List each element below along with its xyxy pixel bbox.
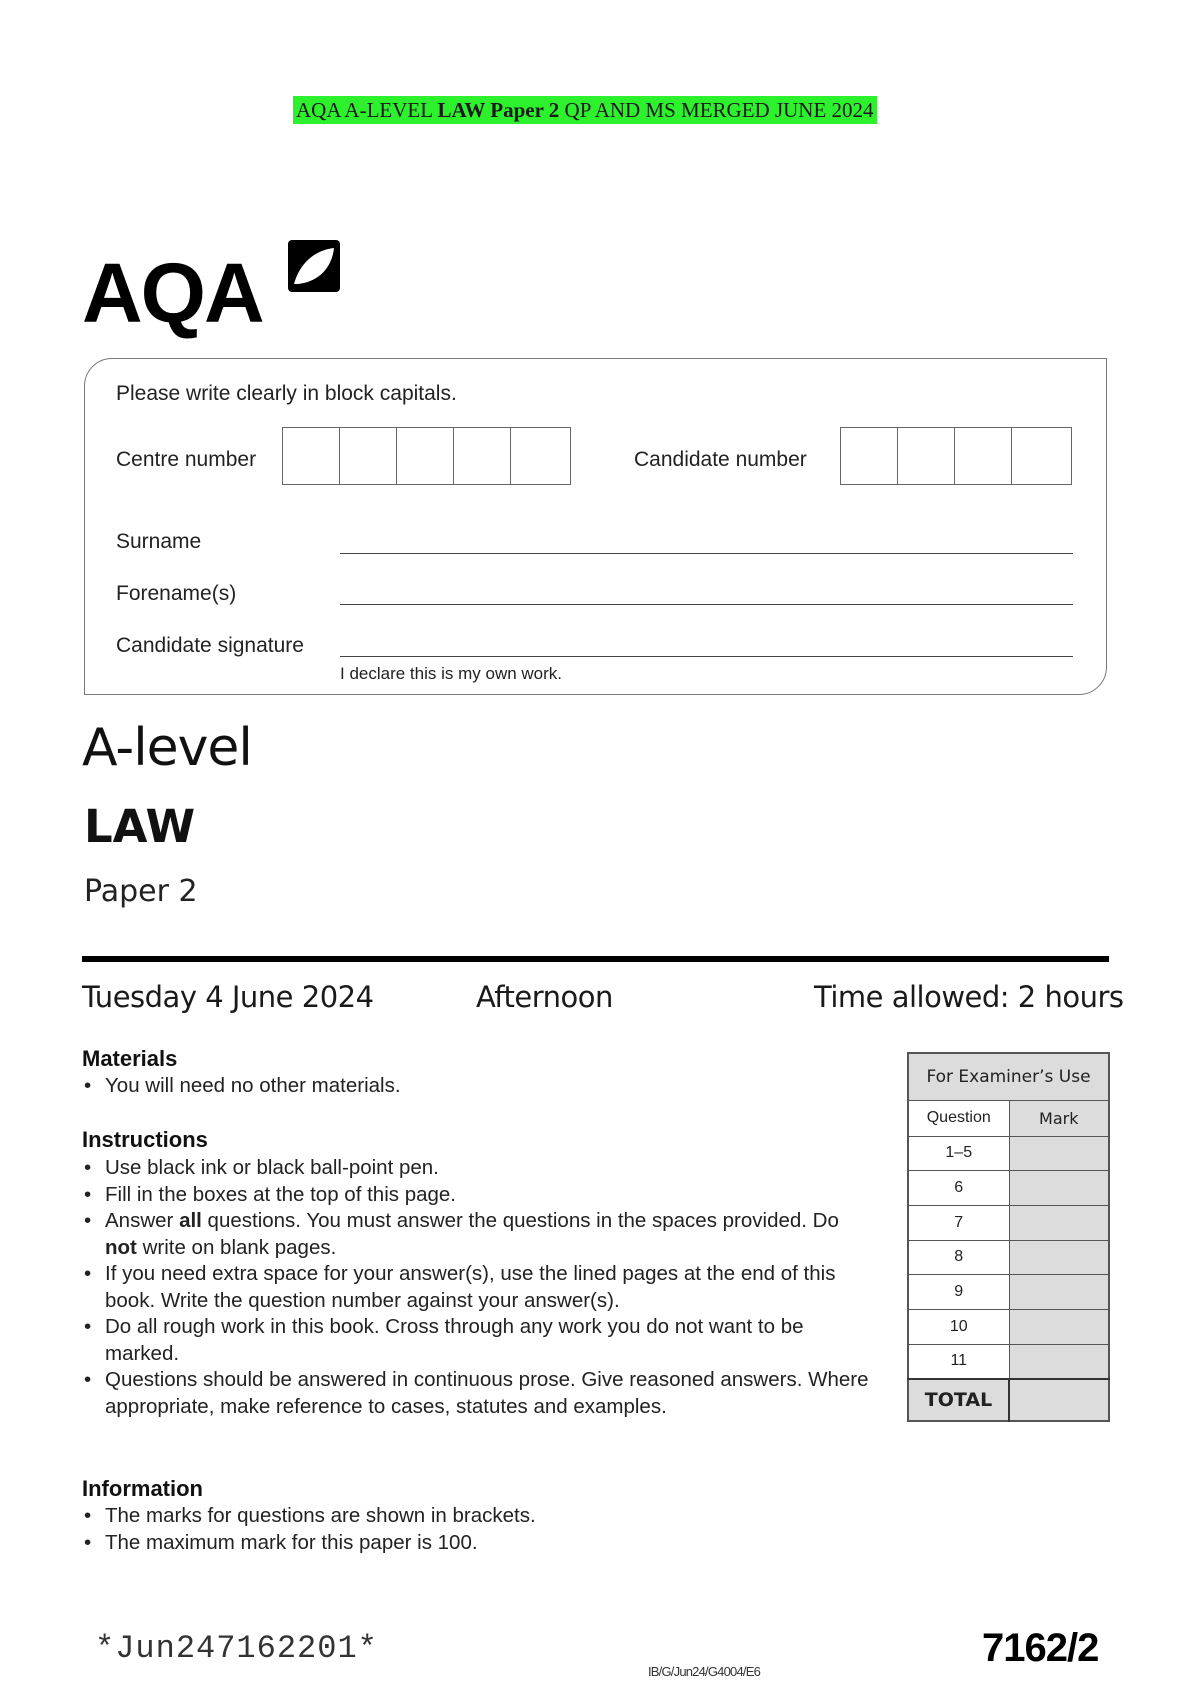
centre-number-cell-4[interactable] — [454, 428, 511, 484]
question-number: 10 — [908, 1309, 1009, 1344]
mark-cell — [1009, 1205, 1109, 1240]
mark-cell — [1009, 1275, 1109, 1310]
table-row — [908, 1344, 1109, 1379]
centre-number-cell-1[interactable] — [283, 428, 340, 484]
materials-heading: Materials — [82, 1046, 178, 1071]
materials-item: • You will need no other materials. — [82, 1073, 872, 1100]
forenames-field[interactable] — [340, 604, 1073, 605]
document-title-banner — [293, 96, 877, 124]
banner-text-part1: AQA A-LEVEL — [296, 98, 438, 122]
centre-number-cell-5[interactable] — [511, 428, 568, 484]
banner-text-part3: QP AND MS MERGED JUNE 2024 — [559, 98, 874, 122]
materials-list — [82, 1073, 872, 1100]
candidate-number-input[interactable] — [840, 427, 1072, 485]
table-row — [908, 1171, 1109, 1206]
table-row — [908, 1205, 1109, 1240]
information-item: • The marks for questions are shown in brackets. — [82, 1503, 872, 1530]
candidate-number-cell-2[interactable] — [898, 428, 955, 484]
exam-session: Afternoon — [476, 980, 613, 1014]
column-header-question: Question — [908, 1100, 1009, 1136]
instruction-item: • Use black ink or black ball-point pen. — [82, 1155, 872, 1182]
column-header-mark: Mark — [1009, 1100, 1109, 1136]
candidate-number-cell-4[interactable] — [1012, 428, 1069, 484]
section-divider — [82, 956, 1109, 962]
signature-field[interactable] — [340, 656, 1073, 657]
instruction-item: • Do all rough work in this book. Cross through any work you do not want to be marked. — [82, 1314, 872, 1367]
total-row — [908, 1379, 1109, 1421]
instruction-item: • Questions should be answered in continuous prose. Give reasoned answers. Where appropriate, make reference to cases, statutes and examples. — [82, 1367, 872, 1420]
centre-number-input[interactable] — [282, 427, 571, 485]
question-number: 11 — [908, 1344, 1009, 1379]
instruction-item: • Fill in the boxes at the top of this page. — [82, 1182, 872, 1209]
instruction-text: write on blank pages. — [136, 1235, 337, 1259]
logo-text: AQA — [82, 246, 263, 340]
table-row — [908, 1309, 1109, 1344]
table-row — [908, 1240, 1109, 1275]
centre-number-cell-2[interactable] — [340, 428, 397, 484]
surname-label: Surname — [116, 530, 202, 553]
question-number: 6 — [908, 1171, 1009, 1206]
time-allowed: Time allowed: 2 hours — [814, 980, 1124, 1014]
forenames-label: Forename(s) — [116, 582, 237, 605]
instruction-text: Answer — [105, 1209, 180, 1232]
information-item: • The maximum mark for this paper is 100. — [82, 1530, 872, 1557]
instruction-text: questions. You must answer the questions in the spaces provided. Do — [201, 1209, 839, 1232]
qualification-level: A-level — [82, 718, 252, 778]
instruction-item: • If you need extra space for your answer(s), use the lined pages at the end of this book. Write the question number against your answer(s). — [82, 1261, 872, 1314]
instruction-emphasis: all — [179, 1209, 202, 1232]
candidate-number-cell-3[interactable] — [955, 428, 1012, 484]
examiners-use-table — [907, 1052, 1110, 1422]
mark-cell — [1009, 1171, 1109, 1206]
barcode-text: *Jun247162201* — [95, 1630, 378, 1667]
banner-text-bold: LAW Paper 2 — [437, 98, 560, 122]
candidate-number-label: Candidate number — [634, 448, 807, 471]
question-number: 8 — [908, 1240, 1009, 1275]
block-capitals-instruction: Please write clearly in block capitals. — [116, 382, 457, 405]
question-number: 7 — [908, 1205, 1009, 1240]
instruction-emphasis: not — [105, 1235, 137, 1259]
aqa-logo — [82, 238, 352, 338]
table-row — [908, 1136, 1109, 1171]
aqa-leaf-mark-icon — [286, 238, 342, 294]
mark-cell — [1009, 1136, 1109, 1171]
question-number: 1–5 — [908, 1136, 1009, 1171]
centre-number-label: Centre number — [116, 448, 257, 471]
examiners-use-title: For Examiner’s Use — [908, 1053, 1109, 1100]
declaration-text: I declare this is my own work. — [340, 664, 563, 683]
candidate-number-cell-1[interactable] — [841, 428, 898, 484]
paper-code: 7162/2 — [982, 1626, 1099, 1670]
centre-number-cell-3[interactable] — [397, 428, 454, 484]
exam-date: Tuesday 4 June 2024 — [82, 980, 374, 1014]
instructions-heading: Instructions — [82, 1127, 208, 1152]
question-number: 9 — [908, 1275, 1009, 1310]
mark-cell — [1009, 1344, 1109, 1379]
table-row — [908, 1275, 1109, 1310]
paper-number: Paper 2 — [84, 874, 198, 909]
surname-field[interactable] — [340, 553, 1073, 554]
instruction-item — [82, 1208, 872, 1261]
document-reference: IB/G/Jun24/G4004/E6 — [648, 1664, 760, 1679]
mark-cell — [1009, 1309, 1109, 1344]
subject-title: LAW — [84, 800, 196, 853]
mark-cell — [1009, 1240, 1109, 1275]
instructions-list — [82, 1155, 872, 1420]
information-heading: Information — [82, 1476, 203, 1501]
signature-label: Candidate signature — [116, 634, 304, 657]
total-label: TOTAL — [908, 1379, 1009, 1421]
information-list — [82, 1503, 872, 1556]
total-mark-cell — [1009, 1379, 1109, 1421]
